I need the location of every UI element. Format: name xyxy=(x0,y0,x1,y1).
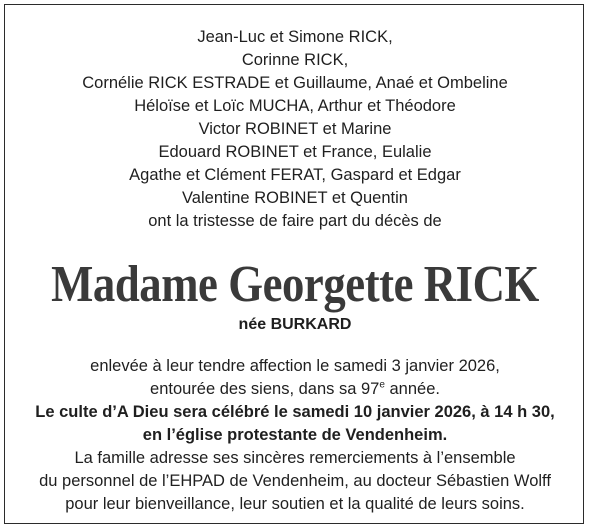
family-line-4: Héloïse et Loïc MUCHA, Arthur et Théodore xyxy=(134,97,456,115)
thanks-line-1: La famille adresse ses sincères remerciements à l’ensemble xyxy=(74,449,516,467)
details-line-1: enlevée à leur tendre affection le samedi 3 janvier 2026, xyxy=(90,357,500,375)
family-line-2: Corinne RICK, xyxy=(241,51,349,69)
age-text: entourée des siens, dans sa 97 xyxy=(150,380,380,398)
details-line-2 xyxy=(0,378,590,400)
family-line-3: Cornélie RICK ESTRADE et Guillaume, Anaé et Ombeline xyxy=(82,74,508,92)
announcement-line: ont la tristesse de faire part du décès de xyxy=(148,212,442,230)
age-text-end: année. xyxy=(384,380,440,398)
deceased-name: Madame Georgette RICK xyxy=(51,256,539,313)
family-line-8: Valentine ROBINET et Quentin xyxy=(182,189,408,207)
thanks-line-2: du personnel de l’EHPAD de Vendenheim, au docteur Sébastien Wolff xyxy=(39,472,551,490)
ordinal-suffix: e xyxy=(379,379,385,391)
ceremony-line-2: en l’église protestante de Vendenheim. xyxy=(142,426,448,444)
family-line-5: Victor ROBINET et Marine xyxy=(198,120,392,138)
family-line-1: Jean-Luc et Simone RICK, xyxy=(197,28,393,46)
maiden-name: née BURKARD xyxy=(238,316,352,333)
family-line-6: Edouard ROBINET et France, Eulalie xyxy=(158,143,432,161)
ceremony-line-1: Le culte d’A Dieu sera célébré le samedi 10 janvier 2026, à 14 h 30, xyxy=(35,403,555,421)
family-line-7: Agathe et Clément FERAT, Gaspard et Edgar xyxy=(129,166,461,184)
thanks-line-3: pour leur bienveillance, leur soutien et la qualité de leurs soins. xyxy=(65,495,525,513)
